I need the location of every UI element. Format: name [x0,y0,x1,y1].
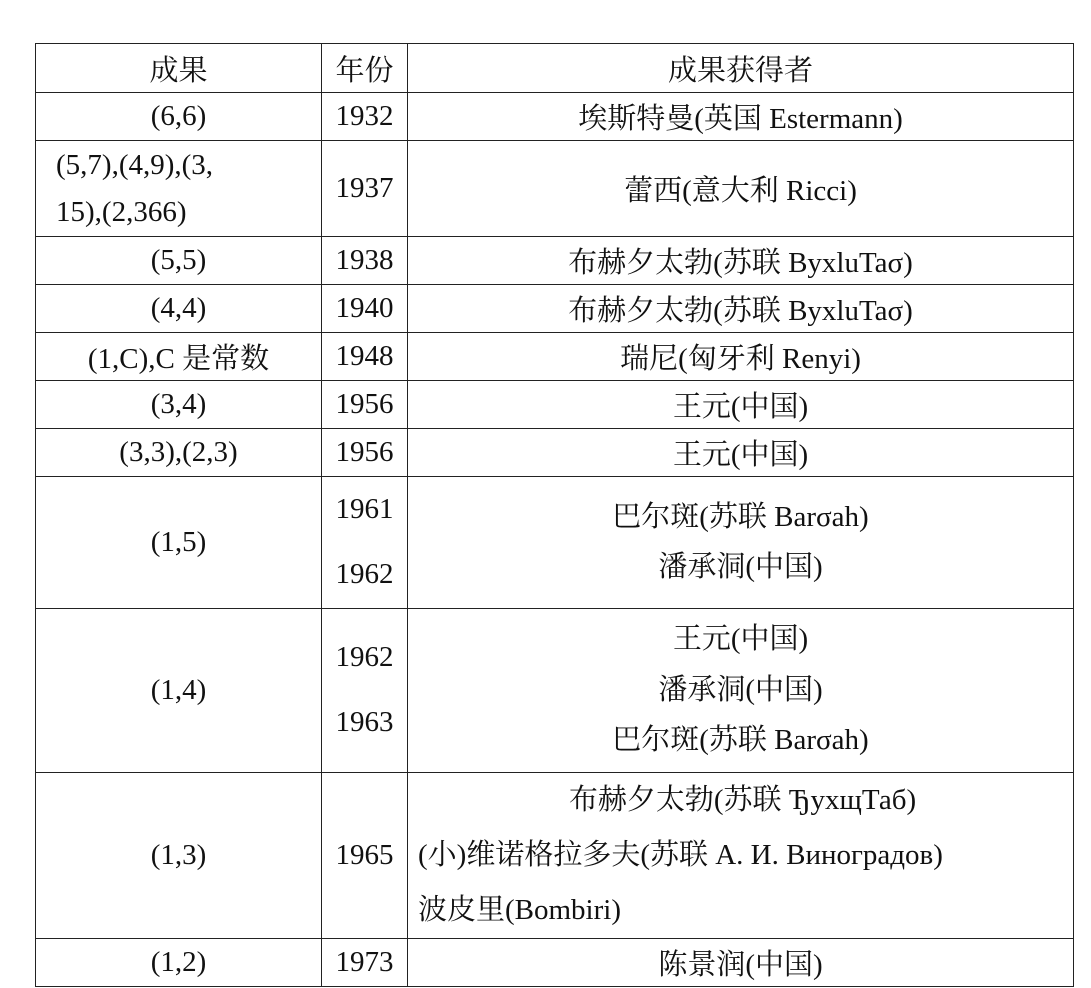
year-cell: 1940 [322,285,408,333]
table-row [36,608,1074,772]
winner-cell: 布赫夕太勃(苏联 ByxluTaσ) [408,285,1074,333]
table-row [36,93,1074,141]
winner-cell: 蕾西(意大利 Ricci) [408,141,1074,237]
year-cell [322,477,408,609]
table-row [36,237,1074,285]
result-line: (5,7),(4,9),(3, [56,149,214,182]
winner-line: 巴尔斑(苏联 Barσah) [612,500,869,533]
year-line: 1961 [335,493,394,525]
result-cell: (1,4) [36,608,322,772]
table-row [36,381,1074,429]
year-cell: 1948 [322,333,408,381]
year-cell: 1956 [322,429,408,477]
table-row [36,141,1074,237]
header-winner: 成果获得者 [408,44,1074,93]
result-cell: (1,5) [36,477,322,609]
winner-cell: 埃斯特曼(英国 Estermann) [408,93,1074,141]
year-cell: 1937 [322,141,408,237]
winner-cell: 王元(中国) [408,381,1074,429]
winner-line: 波皮里(Bombiri) [418,893,621,926]
table-row [36,333,1074,381]
winner-line: 巴尔斑(苏联 Barσah) [612,724,869,757]
year-cell [322,608,408,772]
result-cell: (4,4) [36,285,322,333]
header-row [36,44,1074,93]
winner-cell: 瑞尼(匈牙利 Renyi) [408,333,1074,381]
result-cell [36,141,322,237]
table-row [36,938,1074,986]
table-row [36,429,1074,477]
result-cell: (3,3),(2,3) [36,429,322,477]
table-row [36,477,1074,609]
winner-cell: 布赫夕太勃(苏联 ByxluTaσ) [408,237,1074,285]
year-cell: 1938 [322,237,408,285]
winner-cell [408,772,1074,938]
winner-line: 潘承洞(中国) [658,551,823,584]
winner-line: (小)维诺格拉多夫(苏联 А. И. Виноградов) [418,838,943,871]
year-cell: 1973 [322,938,408,986]
result-cell: (3,4) [36,381,322,429]
result-cell: (5,5) [36,237,322,285]
achievements-table [35,43,1074,987]
result-cell: (6,6) [36,93,322,141]
year-cell: 1965 [322,772,408,938]
table-row [36,285,1074,333]
year-line: 1962 [335,558,394,591]
winner-line: 潘承洞(中国) [658,673,823,706]
result-line: 15),(2,366) [56,195,187,228]
year-line: 1963 [335,706,394,738]
result-cell: (1,C),C 是常数 [36,333,322,381]
header-year: 年份 [322,44,408,93]
winner-cell: 陈景润(中国) [408,938,1074,986]
year-cell: 1956 [322,381,408,429]
winner-cell: 王元(中国) [408,429,1074,477]
winner-cell [408,608,1074,772]
result-cell: (1,3) [36,772,322,938]
winner-line: 布赫夕太勃(苏联 ЂухщТаб) [568,783,917,816]
year-cell: 1932 [322,93,408,141]
year-line: 1962 [335,640,394,673]
table-row [36,772,1074,938]
result-cell: (1,2) [36,938,322,986]
header-result: 成果 [36,44,322,93]
winner-cell [408,477,1074,609]
winner-line: 王元(中国) [672,622,809,655]
